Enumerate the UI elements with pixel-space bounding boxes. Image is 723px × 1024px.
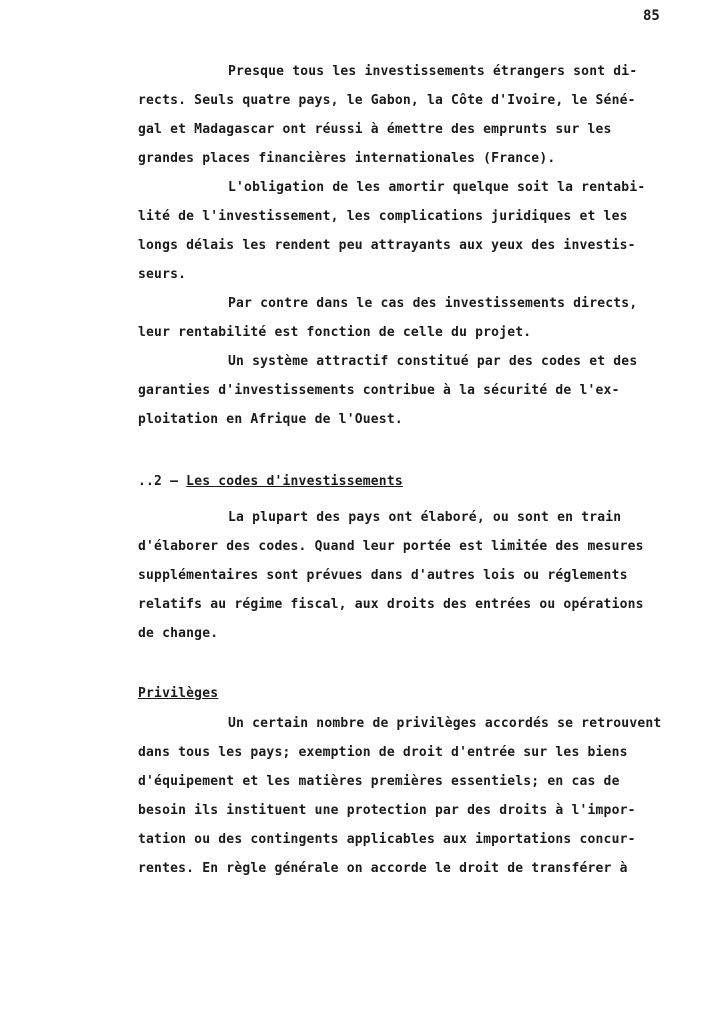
text-line: rects. Seuls quatre pays, le Gabon, la Côte d'Ivoire, le Séné- [138, 93, 636, 108]
text-line: ploitation en Afrique de l'Ouest. [138, 412, 403, 427]
text-line: longs délais les rendent peu attrayants aux yeux des investis- [138, 238, 636, 253]
page-number: 85 [643, 8, 660, 24]
text-line: supplémentaires sont prévues dans d'autres lois ou réglements [138, 568, 628, 583]
text-line: besoin ils instituent une protection par des droits à l'impor- [138, 803, 636, 818]
text-line: d'équipement et les matières premières essentiels; en cas de [138, 774, 620, 789]
text-line: Par contre dans le cas des investissements directs, [228, 296, 638, 311]
section-heading [138, 474, 403, 489]
text-line: relatifs au régime fiscal, aux droits des entrées ou opérations [138, 597, 644, 612]
text-line: L'obligation de les amortir quelque soit la rentabi- [228, 180, 646, 195]
text-line: leur rentabilité est fonction de celle du projet. [138, 325, 532, 340]
text-line: La plupart des pays ont élaboré, ou sont en train [228, 510, 622, 525]
text-line: Un système attractif constitué par des codes et des [228, 354, 638, 369]
subheading: Privilèges [138, 686, 219, 701]
text-line: dans tous les pays; exemption de droit d'entrée sur les biens [138, 745, 628, 760]
text-line: seurs. [138, 267, 187, 282]
text-line: gal et Madagascar ont réussi à émettre des emprunts sur les [138, 122, 612, 137]
text-line: d'élaborer des codes. Quand leur portée est limitée des mesures [138, 539, 644, 554]
section-title: Les codes d'investissements [186, 474, 403, 489]
text-line: Un certain nombre de privilèges accordés se retrouvent [228, 716, 662, 731]
text-line: Presque tous les investissements étrangers sont di- [228, 64, 638, 79]
text-line: grandes places financières internationales (France). [138, 151, 556, 166]
text-line: rentes. En règle générale on accorde le droit de transférer à [138, 861, 628, 876]
section-number: ..2 – [138, 474, 187, 489]
text-line: garanties d'investissements contribue à la sécurité de l'ex- [138, 383, 620, 398]
text-line: tation ou des contingents applicables aux importations concur- [138, 832, 636, 847]
text-line: lité de l'investissement, les complications juridiques et les [138, 209, 628, 224]
text-line: de change. [138, 626, 219, 641]
